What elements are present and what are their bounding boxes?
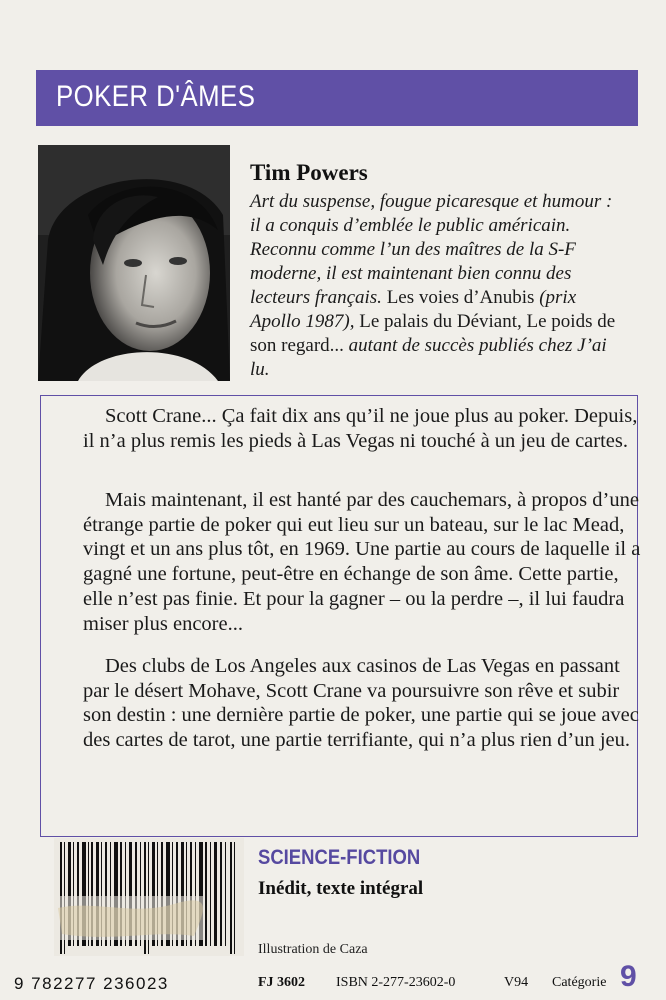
barcode-image: [54, 838, 244, 956]
author-bio: [250, 190, 620, 382]
blurb-paragraph: Des clubs de Los Angeles aux casinos de Las Vegas en passant par le désert Mohave, Scott Crane va poursuivre son rêve et subir son destin : une dernière partie de poker, une partie qui se joue avec des cartes de tarot, une partie terrifiante, qui n’a plus rien d’un jeu.: [83, 655, 639, 752]
barcode-digits: 9 782277 236023: [14, 974, 169, 993]
edition-label: Inédit, texte intégral: [258, 878, 424, 899]
bio-segment: (prix Apollo 1987),: [250, 287, 577, 332]
category-number: 9: [620, 960, 637, 993]
bio-segment: Art du suspense, fougue picaresque et humour : il a conquis d’emblée le public américain. Reconnu comme l’un des maîtres de la S-F moderne, il est maintenant bien connu des lecteurs français.: [250, 191, 613, 308]
bio-segment: Les voies d’Anubis: [381, 287, 540, 308]
blurb-paragraph: Mais maintenant, il est hanté par des cauchemars, à propos d’une étrange partie de poker qui eut lieu sur un bateau, sur le lac Mead, vingt et un ans plus tôt, en 1969. Une partie au cours de laquelle il a gagné une fortune, peut-être en échange de son âme. Cette partie, elle n’est pas finie. Et pour la gagner – ou la perdre –, il lui faudra miser plus encore...: [83, 489, 641, 635]
barcode: [54, 838, 244, 956]
illustration-credit: Illustration de Caza: [258, 942, 368, 957]
isbn: ISBN 2-277-23602-0: [336, 975, 456, 990]
author-portrait-image: [38, 145, 230, 381]
bio-segment: autant de succès publiés chez J’ai lu.: [250, 335, 607, 380]
blurb-box: [40, 395, 641, 837]
product-code: FJ 3602: [258, 975, 306, 990]
blurb-paragraph: Scott Crane... Ça fait dix ans qu’il ne joue plus au poker. Depuis, il n’a plus remis les pieds à Las Vegas ni touché à un jeu de cartes.: [83, 405, 638, 452]
author-photo: [38, 145, 230, 381]
book-title: POKER D'ÂMES: [56, 80, 256, 113]
title-bar: [36, 70, 638, 126]
bio-segment: Le palais du Déviant, Le poids de son regard...: [250, 311, 616, 356]
genre-label: SCIENCE-FICTION: [258, 846, 421, 869]
version-code: V94: [504, 975, 529, 990]
author-name: Tim Powers: [250, 160, 368, 185]
category-label: Catégorie: [552, 975, 607, 990]
